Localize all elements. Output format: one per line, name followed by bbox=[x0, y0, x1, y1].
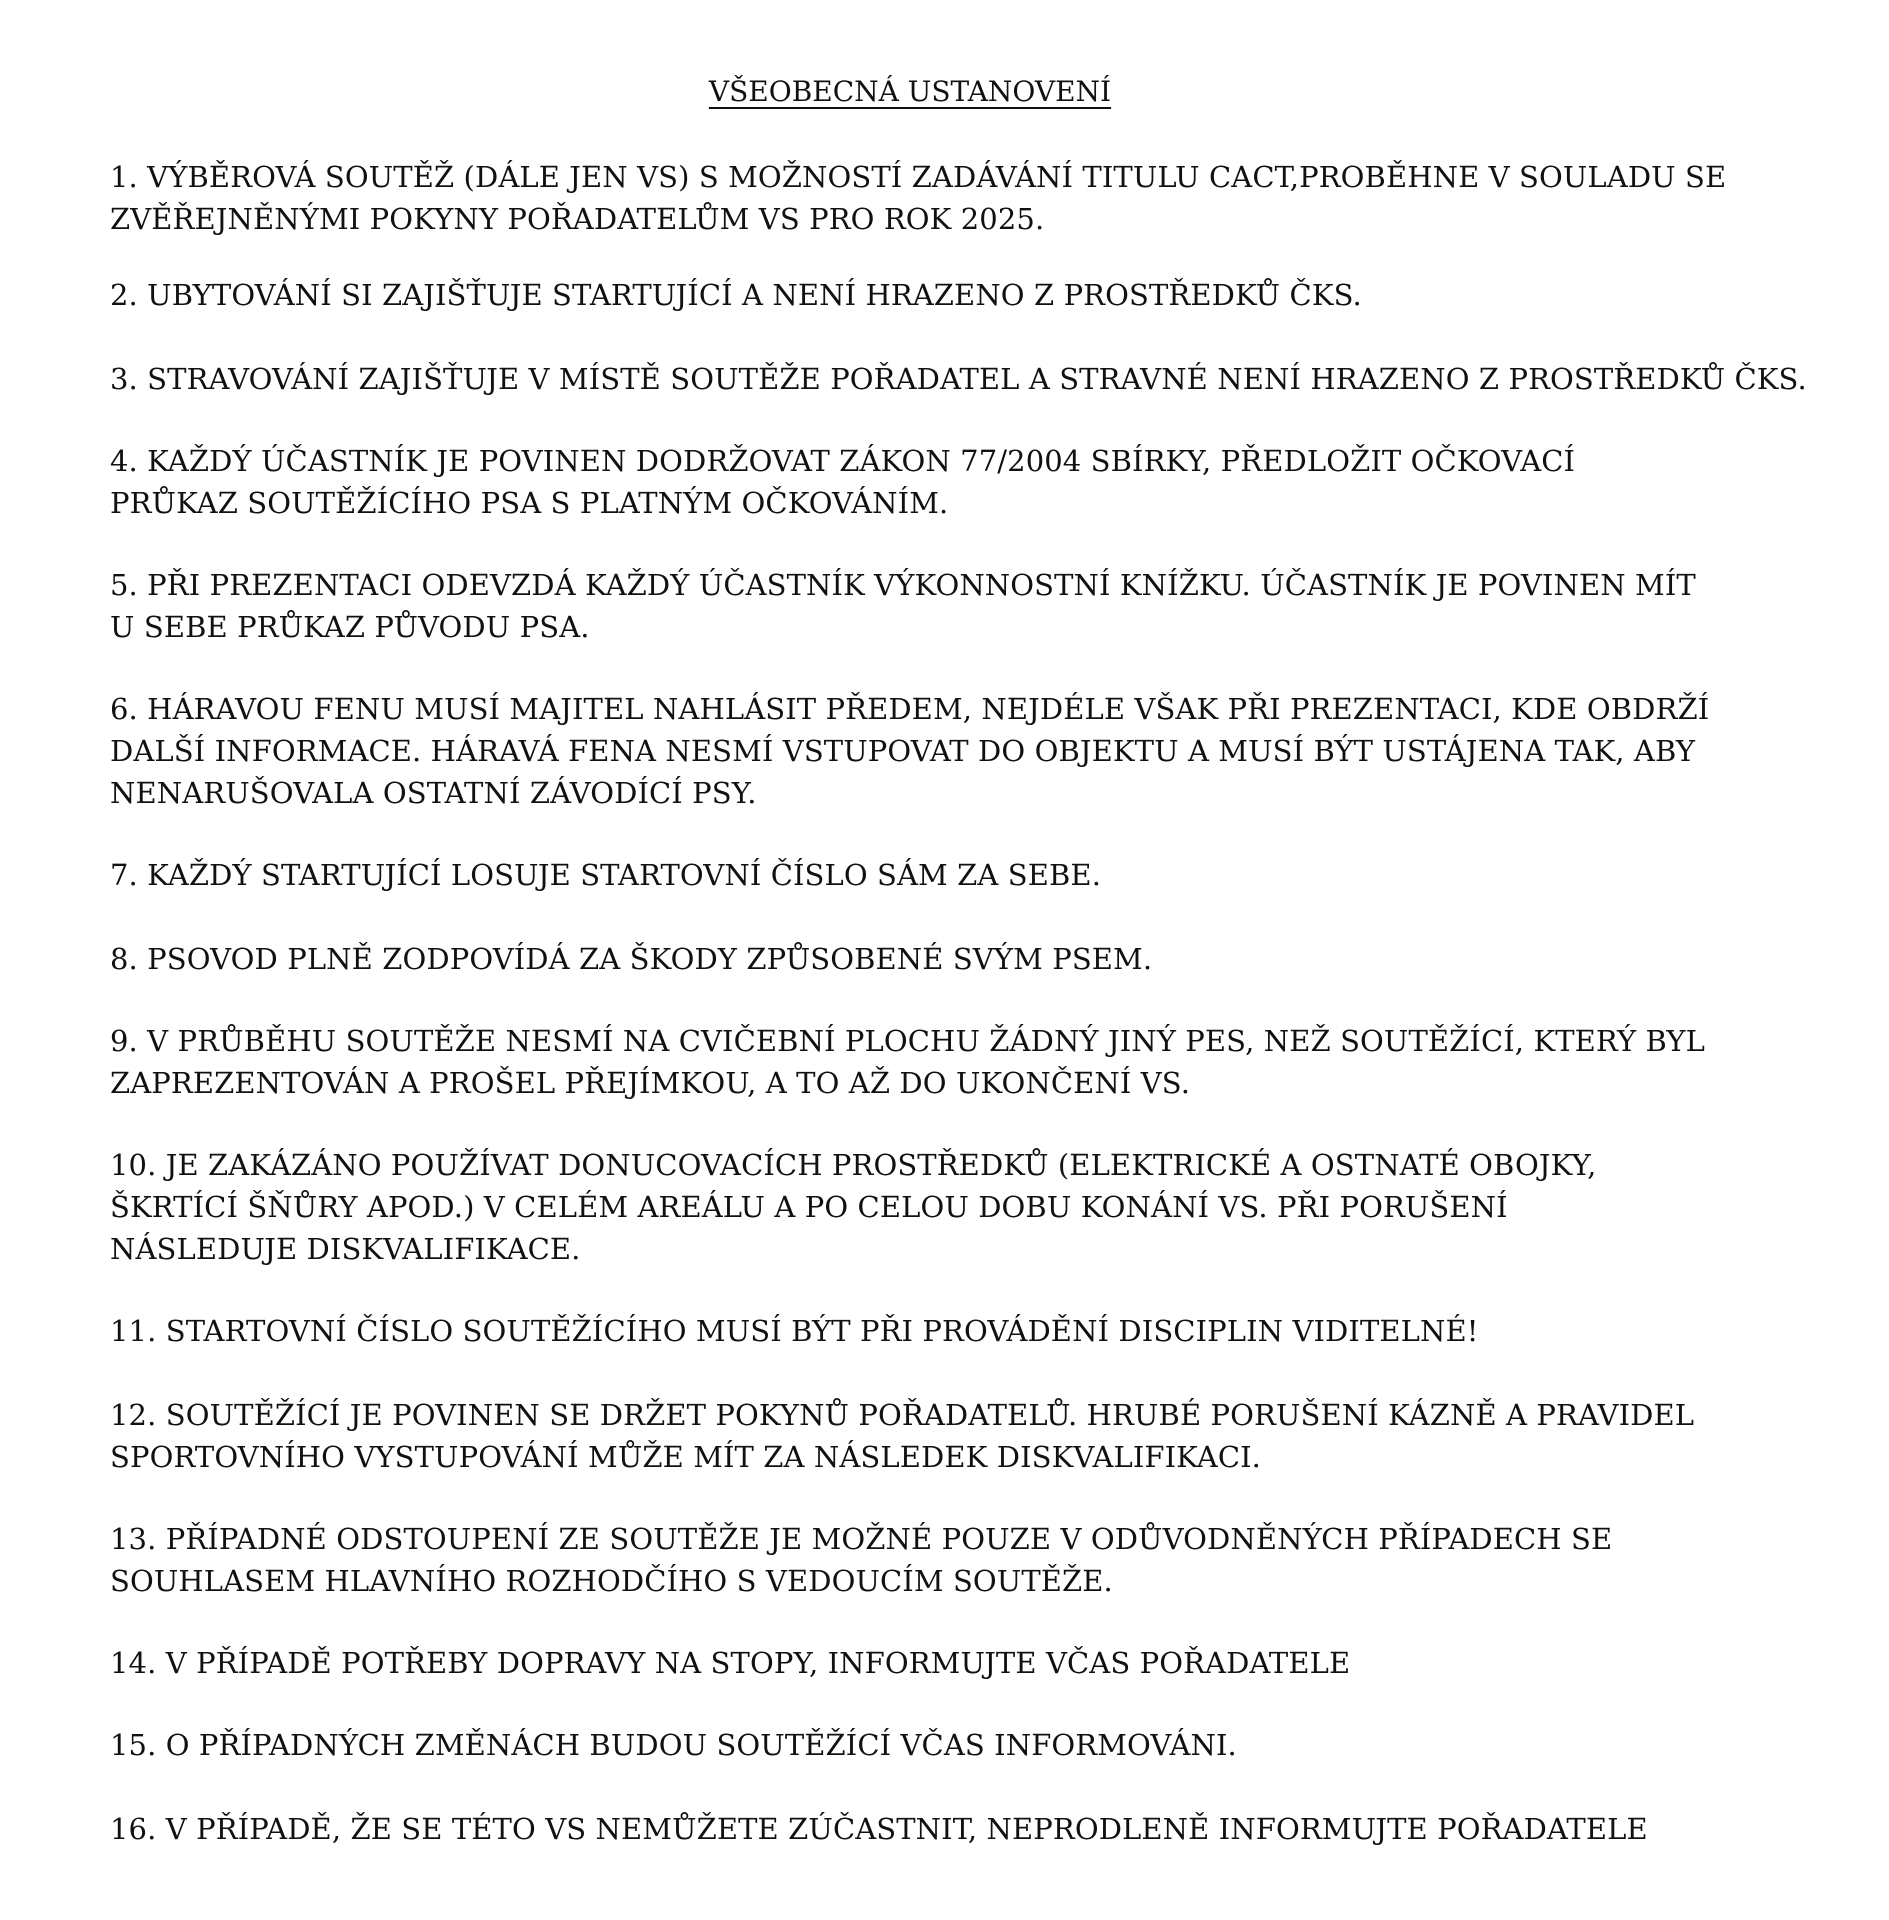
rule-line: PRŮKAZ SOUTĚŽÍCÍHO PSA S PLATNÝM OČKOVÁNÍM. bbox=[110, 486, 949, 520]
rule-16 bbox=[110, 1808, 1870, 1850]
rule-5 bbox=[110, 564, 1870, 648]
rule-15 bbox=[110, 1724, 1870, 1766]
rule-line: SPORTOVNÍHO VYSTUPOVÁNÍ MŮŽE MÍT ZA NÁSLEDEK DISKVALIFIKACI. bbox=[110, 1440, 1261, 1474]
rule-1 bbox=[110, 156, 1870, 240]
rule-9 bbox=[110, 1020, 1870, 1104]
rule-3 bbox=[110, 358, 1870, 400]
rule-line: 12. SOUTĚŽÍCÍ JE POVINEN SE DRŽET POKYNŮ POŘADATELŮ. HRUBÉ PORUŠENÍ KÁZNĚ A PRAVIDEL bbox=[110, 1398, 1695, 1432]
rule-line: 11. STARTOVNÍ ČÍSLO SOUTĚŽÍCÍHO MUSÍ BÝT PŘI PROVÁDĚNÍ DISCIPLIN VIDITELNÉ! bbox=[110, 1314, 1479, 1348]
rule-line: ZVĚŘEJNĚNÝMI POKYNY POŘADATELŮM VS PRO ROK 2025. bbox=[110, 202, 1045, 236]
rule-10 bbox=[110, 1144, 1870, 1270]
rule-8 bbox=[110, 938, 1870, 980]
rule-6 bbox=[110, 688, 1870, 814]
rule-7 bbox=[110, 854, 1870, 896]
rule-line: 3. STRAVOVÁNÍ ZAJIŠŤUJE V MÍSTĚ SOUTĚŽE POŘADATEL A STRAVNÉ NENÍ HRAZENO Z PROSTŘEDKŮ ČKS. bbox=[110, 362, 1807, 396]
rule-line: U SEBE PRŮKAZ PŮVODU PSA. bbox=[110, 610, 590, 644]
rule-line: NENARUŠOVALA OSTATNÍ ZÁVODÍCÍ PSY. bbox=[110, 776, 757, 810]
rule-line: ŠKRTÍCÍ ŠŇŮRY APOD.) V CELÉM AREÁLU A PO CELOU DOBU KONÁNÍ VS. PŘI PORUŠENÍ bbox=[110, 1190, 1508, 1224]
rule-line: 16. V PŘÍPADĚ, ŽE SE TÉTO VS NEMŮŽETE ZÚČASTNIT, NEPRODLENĚ INFORMUJTE POŘADATELE bbox=[110, 1812, 1648, 1846]
rule-line: 10. JE ZAKÁZÁNO POUŽÍVAT DONUCOVACÍCH PROSTŘEDKŮ (ELEKTRICKÉ A OSTNATÉ OBOJKY, bbox=[110, 1148, 1597, 1182]
rule-13 bbox=[110, 1518, 1870, 1602]
rule-line: 8. PSOVOD PLNĚ ZODPOVÍDÁ ZA ŠKODY ZPŮSOBENÉ SVÝM PSEM. bbox=[110, 942, 1153, 976]
rule-line: DALŠÍ INFORMACE. HÁRAVÁ FENA NESMÍ VSTUPOVAT DO OBJEKTU A MUSÍ BÝT USTÁJENA TAK, ABY bbox=[110, 734, 1696, 768]
rule-12 bbox=[110, 1394, 1870, 1478]
document-title: VŠEOBECNÁ USTANOVENÍ bbox=[708, 75, 1112, 108]
rule-line: 13. PŘÍPADNÉ ODSTOUPENÍ ZE SOUTĚŽE JE MOŽNÉ POUZE V ODŮVODNĚNÝCH PŘÍPADECH SE bbox=[110, 1522, 1613, 1556]
rule-line: 4. KAŽDÝ ÚČASTNÍK JE POVINEN DODRŽOVAT ZÁKON 77/2004 SBÍRKY, PŘEDLOŽIT OČKOVACÍ bbox=[110, 444, 1576, 478]
rule-line: NÁSLEDUJE DISKVALIFIKACE. bbox=[110, 1232, 581, 1266]
rule-line: 7. KAŽDÝ STARTUJÍCÍ LOSUJE STARTOVNÍ ČÍSLO SÁM ZA SEBE. bbox=[110, 858, 1102, 892]
rule-11 bbox=[110, 1310, 1870, 1352]
rule-line: SOUHLASEM HLAVNÍHO ROZHODČÍHO S VEDOUCÍM SOUTĚŽE. bbox=[110, 1564, 1113, 1598]
rule-line: 6. HÁRAVOU FENU MUSÍ MAJITEL NAHLÁSIT PŘEDEM, NEJDÉLE VŠAK PŘI PREZENTACI, KDE OBDRŽÍ bbox=[110, 692, 1710, 726]
rule-line: 9. V PRŮBĚHU SOUTĚŽE NESMÍ NA CVIČEBNÍ PLOCHU ŽÁDNÝ JINÝ PES, NEŽ SOUTĚŽÍCÍ, KTERÝ BYL bbox=[110, 1024, 1706, 1058]
rule-2 bbox=[110, 274, 1870, 316]
rule-line: 15. O PŘÍPADNÝCH ZMĚNÁCH BUDOU SOUTĚŽÍCÍ VČAS INFORMOVÁNI. bbox=[110, 1728, 1237, 1762]
rule-line: ZAPREZENTOVÁN A PROŠEL PŘEJÍMKOU, A TO AŽ DO UKONČENÍ VS. bbox=[110, 1066, 1191, 1100]
rule-14 bbox=[110, 1642, 1870, 1684]
rule-line: 5. PŘI PREZENTACI ODEVZDÁ KAŽDÝ ÚČASTNÍK VÝKONNOSTNÍ KNÍŽKU. ÚČASTNÍK JE POVINEN MÍT bbox=[110, 568, 1696, 602]
rule-line: 1. VÝBĚROVÁ SOUTĚŽ (DÁLE JEN VS) S MOŽNOSTÍ ZADÁVÁNÍ TITULU CACT,PROBĚHNE V SOULADU SE bbox=[110, 160, 1727, 194]
rule-4 bbox=[110, 440, 1870, 524]
rule-line: 14. V PŘÍPADĚ POTŘEBY DOPRAVY NA STOPY, INFORMUJTE VČAS POŘADATELE bbox=[110, 1646, 1351, 1680]
rule-line: 2. UBYTOVÁNÍ SI ZAJIŠŤUJE STARTUJÍCÍ A NENÍ HRAZENO Z PROSTŘEDKŮ ČKS. bbox=[110, 278, 1362, 312]
